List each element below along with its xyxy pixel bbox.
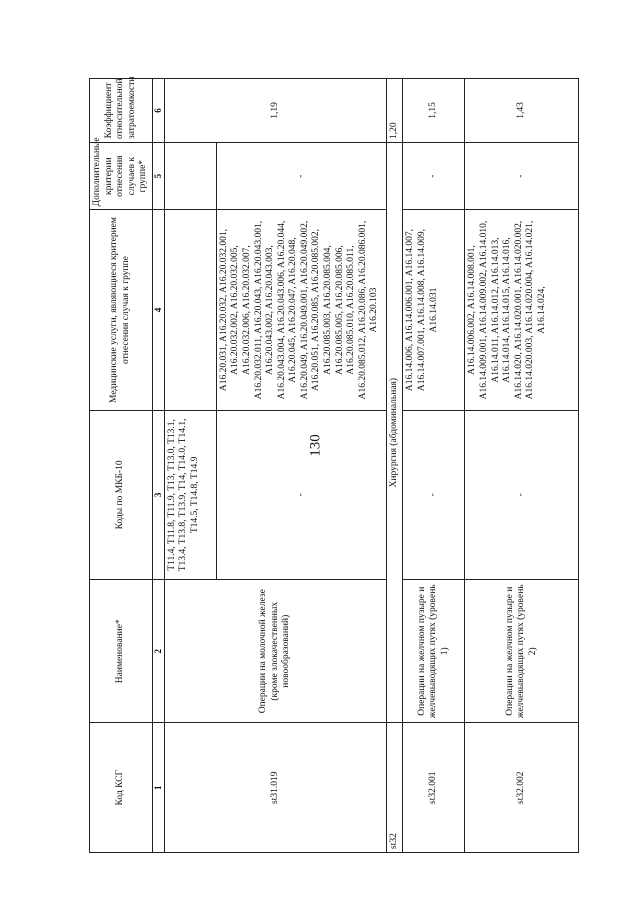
header-criteria: Дополнительные критерии отнесения случаев к группе* bbox=[90, 142, 153, 209]
mkb-codes: T11.4, T11.8, T11.9, T13, T13.0, T13.1, T13.4, T13.8, T13.9, T14, T14.0, T14.1, T14.5, T14.8, T14.9 bbox=[164, 410, 216, 579]
mkb-codes: - bbox=[403, 410, 465, 579]
mkb-codes: - bbox=[216, 410, 386, 579]
header-mkb: Коды по МКБ-10 bbox=[90, 410, 153, 579]
additional-criteria: - bbox=[465, 142, 579, 209]
column-number-row bbox=[152, 79, 164, 853]
table-row bbox=[403, 79, 465, 853]
section-coefficient: 1,20 bbox=[386, 79, 403, 143]
header-name: Наименование* bbox=[90, 580, 153, 723]
table-row bbox=[164, 79, 216, 853]
ksg-name: Операции на желчном пузыре и желчевыводящих путях (уровень 2) bbox=[465, 580, 579, 723]
ksg-name: Операции на желчном пузыре и желчевыводящих путях (уровень 1) bbox=[403, 580, 465, 723]
services-empty bbox=[164, 210, 216, 410]
ksg-table bbox=[89, 78, 579, 853]
section-row bbox=[386, 79, 403, 853]
column-number: 1 bbox=[152, 723, 164, 853]
column-number: 3 bbox=[152, 410, 164, 579]
header-code: Код КСГ bbox=[90, 723, 153, 853]
header-services: Медицинские услуги, являющиеся критерием отнесения случая к группе bbox=[90, 210, 153, 410]
additional-criteria: - bbox=[403, 142, 465, 209]
medical-services: A16.20.031, A16.20.032, A16.20.032.001, A16.20.032.002, A16.20.032.005, A16.20.032.006, A16.20.032.007, A16.20.032.011, A16.20.043, A16.20.043.001, A16.20.043.002, A16.20.043.003, A16.20.043.004, A16.20.043.006, A16.20.044, A16.20.045, A16.20.047, A16.20.048, A16.20.049, A16.20.049.001, A16.20.049.002, A16.20.051, A16.20.085, A16.20.085.002, A16.20.085.003, A16.20.085.004, A16.20.085.005, A16.20.085.006, A16.20.085.010, A16.20.085.011, A16.20.085.012, A16.20.086, A16.20.086.001, A16.20.103 bbox=[216, 210, 386, 410]
medical-services: A16.14.006.002, A16.14.008.001, A16.14.009.001, A16.14.009.002, A16.14.010, A16.14.011, A16.14.012, A16.14.013, A16.14.014, A16.14.015, A16.14.016, A16.14.020, A16.14.020.001, A16.14.020.002, A16.14.020.003, A16.14.020.004, A16.14.021, A16.14.024, bbox=[465, 210, 579, 410]
rotated-table-frame bbox=[89, 76, 547, 853]
ksg-code: st32.001 bbox=[403, 723, 465, 853]
table-row bbox=[465, 79, 579, 853]
coefficient: 1,43 bbox=[465, 79, 579, 143]
coefficient: 1,19 bbox=[164, 79, 386, 143]
header-coef: Коэффициент относительной затратоемкости bbox=[90, 79, 153, 143]
mkb-codes: - bbox=[465, 410, 579, 579]
criteria-empty bbox=[164, 142, 216, 209]
ksg-code: st32.002 bbox=[465, 723, 579, 853]
ksg-name: Операции на молочной железе (кроме злокачественных новообразований) bbox=[164, 580, 386, 723]
coefficient: 1,15 bbox=[403, 79, 465, 143]
column-number: 5 bbox=[152, 142, 164, 209]
column-number: 4 bbox=[152, 210, 164, 410]
column-number: 2 bbox=[152, 580, 164, 723]
header-row bbox=[90, 79, 153, 853]
medical-services: A16.14.006, A16.14.006.001, A16.14.007, A16.14.007.001, A16.14.008, A16.14.009, A16.14.031 bbox=[403, 210, 465, 410]
section-code: st32 bbox=[386, 723, 403, 853]
additional-criteria: - bbox=[216, 142, 386, 209]
ksg-code: st31.019 bbox=[164, 723, 386, 853]
page-number: 130 bbox=[307, 434, 324, 457]
section-title: Хирургия (абдоминальная) bbox=[386, 142, 403, 722]
column-number: 6 bbox=[152, 79, 164, 143]
